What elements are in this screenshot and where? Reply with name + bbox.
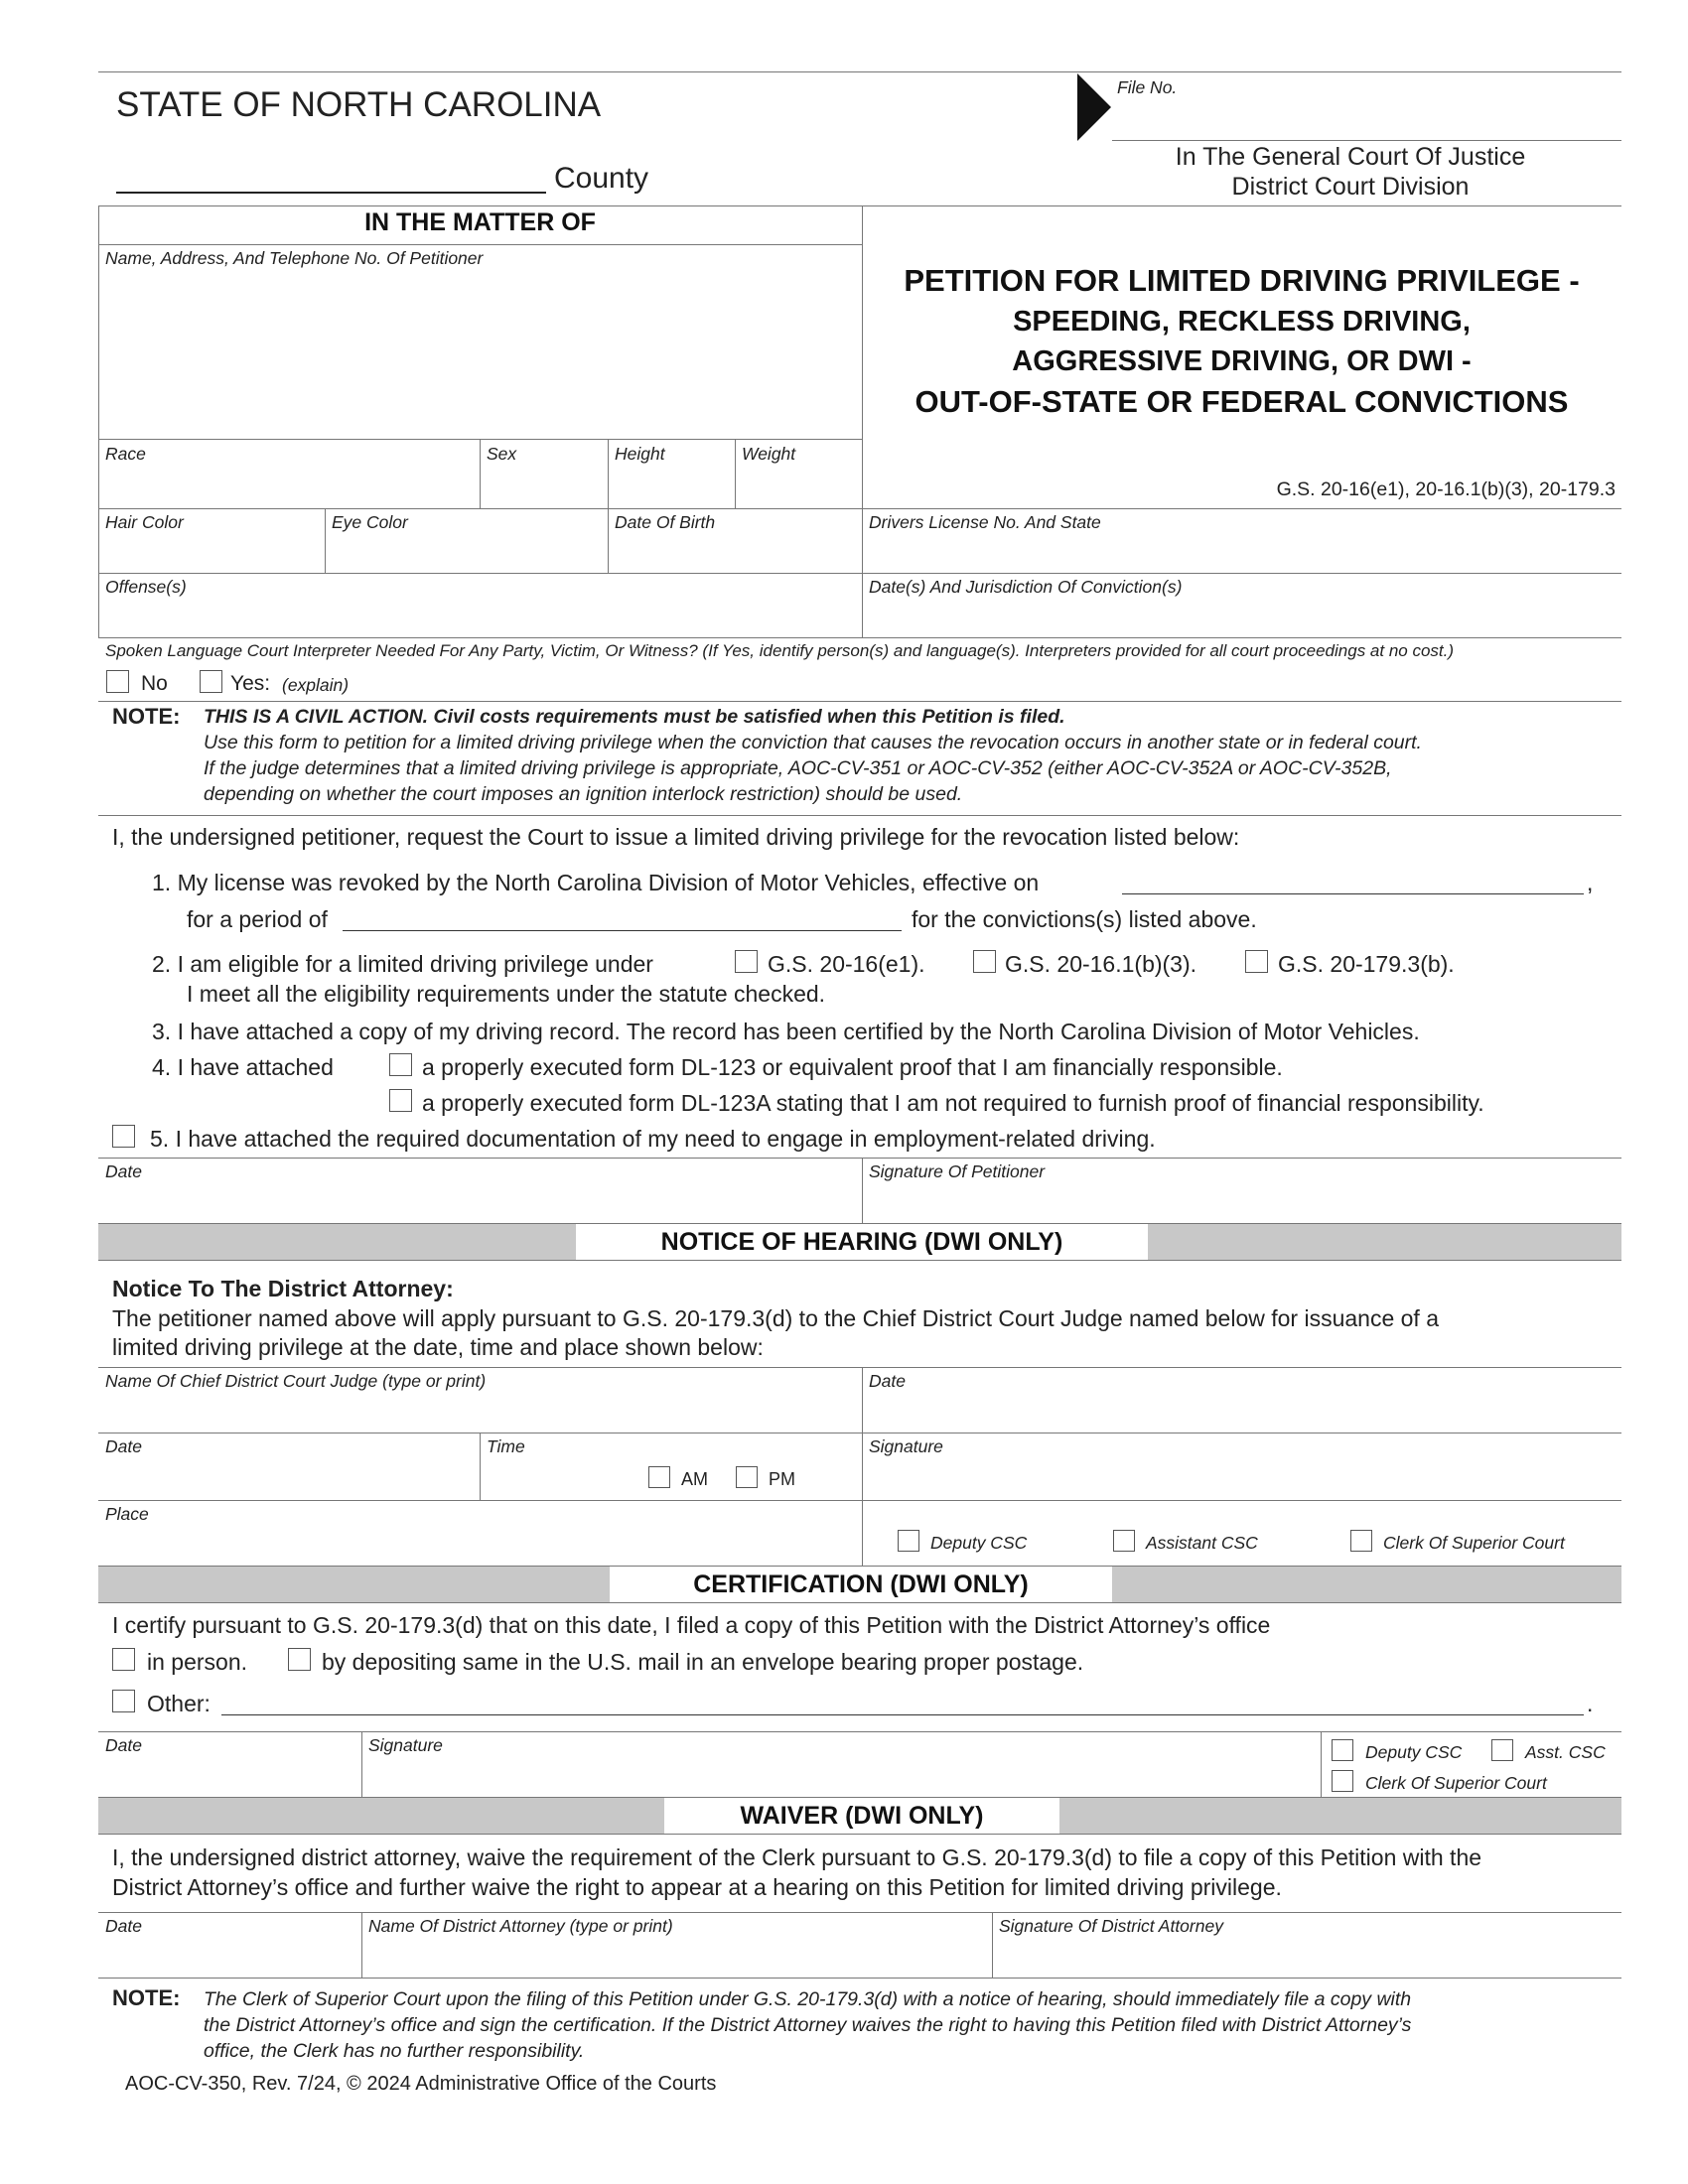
interpreter-question: Spoken Language Court Interpreter Needed For Any Party, Victim, Or Witness? (If Yes, identify person(s) and language(s). Interpreters provided for all court proceedings at no cost.) [105,641,1455,660]
state-title: STATE OF NORTH CAROLINA [116,85,602,124]
title-line3: AGGRESSIVE DRIVING, OR DWI - [1012,345,1472,377]
gs-20-16-1-checkbox[interactable] [973,950,996,973]
cert-deputy-label: Deputy CSC [1365,1742,1463,1762]
effective-date-line[interactable] [1122,893,1584,894]
item3-text: 3. I have attached a copy of my driving record. The record has been certified by the North Carolina Division of Motor Vehicles. [152,1019,1420,1044]
place-label: Place [105,1504,149,1524]
pm-checkbox[interactable] [736,1466,758,1488]
note1-label: NOTE: [112,704,181,729]
eye-color-label: Eye Color [332,512,408,532]
hearing-text1: The petitioner named above will apply pursuant to G.S. 20-179.3(d) to the Chief District Court Judge named below for issuance of a [112,1305,1439,1331]
title-line1: PETITION FOR LIMITED DRIVING PRIVILEGE - [904,263,1580,298]
matter-heading: IN THE MATTER OF [364,208,596,236]
interpreter-no-checkbox[interactable] [106,670,129,693]
mail-checkbox[interactable] [288,1648,311,1671]
certification-signature-label: Signature [368,1735,443,1755]
hair-color-label: Hair Color [105,512,184,532]
note2-line3: office, the Clerk has no further responsibility. [204,2040,585,2062]
hearing-assistant-label: Assistant CSC [1146,1533,1258,1553]
interpreter-explain: (explain) [282,675,350,695]
hearing-date-right-label: Date [869,1371,906,1391]
note2-line2: the District Attorney’s office and sign the certification. If the District Attorney waives the right to having this Petition filed with District Attorney’s [204,2014,1412,2036]
petition-intro: I, the undersigned petitioner, request the Court to issue a limited driving privilege for the revocation listed below: [112,824,1240,850]
hearing-subheading: Notice To The District Attorney: [112,1276,454,1301]
weight-label: Weight [742,444,796,464]
other-period: . [1587,1691,1594,1716]
top-rule [98,71,1621,72]
other-checkbox[interactable] [112,1690,135,1712]
court-line2: District Court Division [1231,173,1470,201]
title-line4: OUT-OF-STATE OR FEDERAL CONVICTIONS [914,384,1569,419]
petition-date-label: Date [105,1161,142,1181]
license-label: Drivers License No. And State [869,512,1101,532]
note2-line1: The Clerk of Superior Court upon the filing of this Petition under G.S. 20-179.3(d) with a notice of hearing, should immediately file a copy with [204,1988,1412,2010]
waiver-name-label: Name Of District Attorney (type or print) [368,1916,673,1936]
other-line[interactable] [221,1714,1584,1715]
hearing-time-label: Time [487,1436,525,1456]
note1-line2: Use this form to petition for a limited driving privilege when the conviction that causes the revocation occurs in another state or in federal court. [204,732,1422,753]
dl-123-label: a properly executed form DL-123 or equivalent proof that I am financially responsible. [422,1054,1283,1080]
title-block [862,260,1621,423]
interpreter-yes-label: Yes: [230,672,271,695]
mail-label: by depositing same in the U.S. mail in an envelope bearing proper postage. [322,1649,1084,1675]
waiver-date-label: Date [105,1916,142,1936]
waiver-heading: WAIVER (DWI ONLY) [740,1802,984,1830]
file-no-label: File No. [1117,77,1178,97]
cert-clerk-checkbox[interactable] [1332,1770,1353,1792]
county-label: County [554,162,649,195]
item1-text: 1. My license was revoked by the North Carolina Division of Motor Vehicles, effective on [152,870,1040,895]
note2-label: NOTE: [112,1985,181,2010]
pm-label: PM [769,1469,795,1489]
hearing-date-label: Date [105,1436,142,1456]
item1-period-label: for a period of [187,906,328,932]
county-line[interactable] [116,192,546,194]
hearing-deputy-label: Deputy CSC [930,1533,1028,1553]
hearing-text2: limited driving privilege at the date, time and place shown below: [112,1334,764,1360]
certification-heading: CERTIFICATION (DWI ONLY) [693,1570,1029,1598]
certification-text: I certify pursuant to G.S. 20-179.3(d) that on this date, I filed a copy of this Petition with the District Attorney’s office [112,1612,1271,1638]
hearing-clerk-checkbox[interactable] [1350,1530,1372,1552]
in-person-checkbox[interactable] [112,1648,135,1671]
gs-20-16-e1-label: G.S. 20-16(e1). [768,951,925,977]
item4-text: 4. I have attached [152,1054,334,1080]
title-line2: SPEEDING, RECKLESS DRIVING, [1013,306,1471,338]
height-label: Height [615,444,665,464]
judge-name-label: Name Of Chief District Court Judge (type or print) [105,1371,487,1391]
petitioner-name-label: Name, Address, And Telephone No. Of Petitioner [105,248,484,268]
note1-line3: If the judge determines that a limited driving privilege is appropriate, AOC-CV-351 or AOC-CV-352 (either AOC-CV-352A or AOC-CV-352B, [204,757,1392,779]
hearing-signature-label: Signature [869,1436,943,1456]
employment-checkbox[interactable] [112,1125,135,1148]
gs-20-16-e1-checkbox[interactable] [735,950,758,973]
hearing-deputy-checkbox[interactable] [898,1530,919,1552]
interpreter-yes-checkbox[interactable] [200,670,222,693]
am-checkbox[interactable] [648,1466,670,1488]
race-label: Race [105,444,146,464]
interpreter-no-label: No [141,672,168,695]
waiver-signature-label: Signature Of District Attorney [999,1916,1223,1936]
petition-signature-label: Signature Of Petitioner [869,1161,1046,1181]
item1-convictions-text: for the convictions(s) listed above. [912,906,1257,932]
am-label: AM [681,1469,708,1489]
sex-label: Sex [487,444,517,464]
gs-20-16-1-label: G.S. 20-16.1(b)(3). [1005,951,1197,977]
statute-reference: G.S. 20-16(e1), 20-16.1(b)(3), 20-179.3 [1276,478,1616,500]
hearing-clerk-label: Clerk Of Superior Court [1383,1533,1565,1553]
file-no-line[interactable] [1112,140,1621,141]
cert-asst-checkbox[interactable] [1491,1739,1513,1761]
item1-comma: , [1587,870,1594,895]
file-arrow-icon [1077,73,1111,141]
dl-123a-checkbox[interactable] [389,1089,412,1112]
dl-123-checkbox[interactable] [389,1053,412,1076]
item2-text: 2. I am eligible for a limited driving privilege under [152,951,653,977]
in-person-label: in person. [147,1649,248,1675]
conviction-label: Date(s) And Jurisdiction Of Conviction(s) [869,577,1183,597]
note1-line4: depending on whether the court imposes an ignition interlock restriction) should be used. [204,783,963,805]
cert-asst-label: Asst. CSC [1525,1742,1606,1762]
note1-bold-line: THIS IS A CIVIL ACTION. Civil costs requirements must be satisfied when this Petition is filed. [204,706,1065,728]
item2-eligibility: I meet all the eligibility requirements under the statute checked. [187,981,826,1007]
gs-20-179-3-label: G.S. 20-179.3(b). [1278,951,1455,977]
cert-deputy-checkbox[interactable] [1332,1739,1353,1761]
offense-label: Offense(s) [105,577,187,597]
hearing-heading: NOTICE OF HEARING (DWI ONLY) [660,1228,1063,1256]
other-label: Other: [147,1691,211,1716]
court-line1: In The General Court Of Justice [1175,143,1526,171]
dl-123a-label: a properly executed form DL-123A stating that I am not required to furnish proof of financial responsibility. [422,1090,1484,1116]
footer-text: AOC-CV-350, Rev. 7/24, © 2024 Administrative Office of the Courts [125,2073,717,2095]
waiver-text2: District Attorney’s office and further waive the right to appear at a hearing on this Petition for limited driving privilege. [112,1874,1282,1900]
item5-text: 5. I have attached the required documentation of my need to engage in employment-related driving. [150,1126,1156,1152]
certification-date-label: Date [105,1735,142,1755]
cert-clerk-label: Clerk Of Superior Court [1365,1773,1547,1793]
gs-20-179-3-checkbox[interactable] [1245,950,1268,973]
period-line[interactable] [343,930,902,931]
dob-label: Date Of Birth [615,512,716,532]
waiver-text1: I, the undersigned district attorney, waive the requirement of the Clerk pursuant to G.S. 20-179.3(d) to file a copy of this Petition with the [112,1844,1482,1870]
hearing-assistant-checkbox[interactable] [1113,1530,1135,1552]
